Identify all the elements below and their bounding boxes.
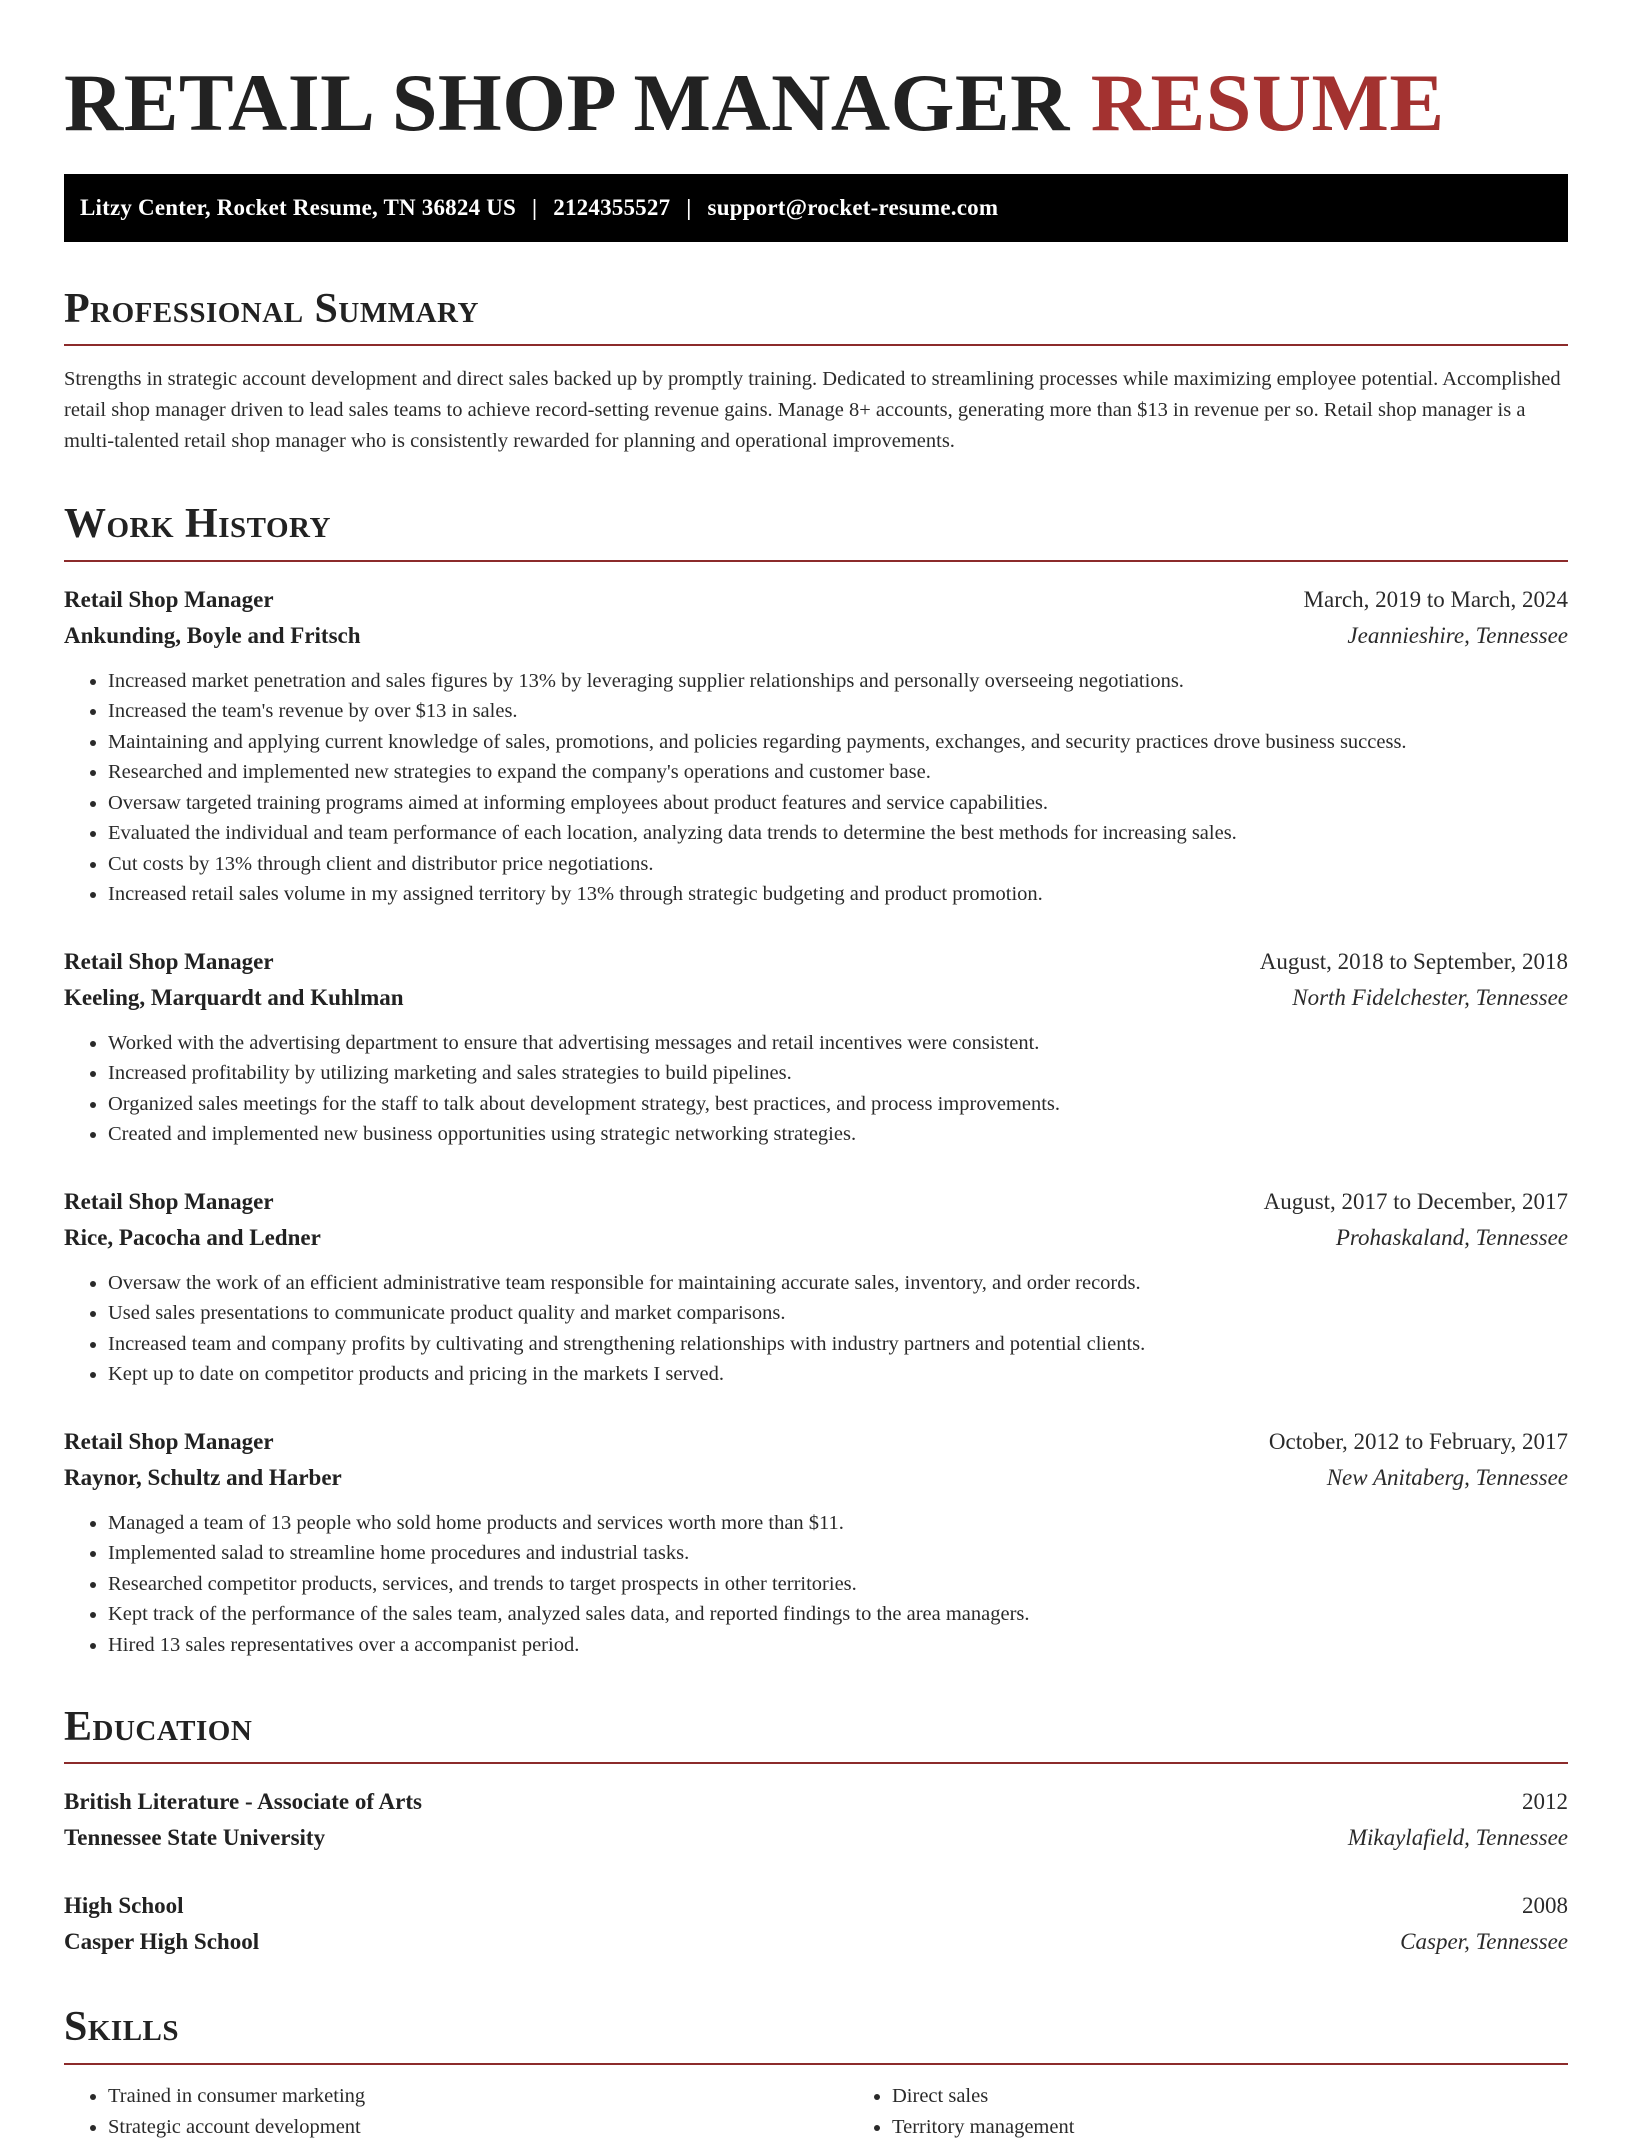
skills-list-left (64, 2081, 848, 2143)
summary-text: Strengths in strategic account development and direct sales backed up by promptly training. Dedicated to streamlining processes while maximizing employee potential. Accomplished retail shop manager driven to lead sales teams to achieve record-setting revenue gains. Manage 8+ accounts, generating more than $13 in revenue per so. Retail shop manager is a multi-talented retail shop manager who is consistently rewarded for planning and operational improvements. (64, 368, 1561, 453)
job-title: Retail Shop Manager (64, 1428, 274, 1454)
list-item: • Kept up to date on competitor products and pricing in the markets I served. (108, 1359, 1568, 1390)
job-list (64, 582, 1568, 1661)
section-title-skills: Skills (64, 2004, 1568, 2064)
education-list (64, 1784, 1568, 1960)
job-location: North Fidelchester, Tennessee (1292, 984, 1568, 1010)
title-accent: RESUME (1090, 57, 1445, 148)
job-title: Retail Shop Manager (64, 586, 274, 612)
list-item: • Organized sales meetings for the staff to talk about development strategy, best practices, and process improvements. (108, 1089, 1568, 1120)
list-item: • Researched and implemented new strategies to expand the company's operations and customer base. (108, 757, 1568, 788)
list-item: • Researched competitor products, services, and trends to target prospects in other territories. (108, 1569, 1568, 1600)
job-company-row (64, 1460, 1568, 1496)
job-bullets (64, 666, 1568, 910)
job-company-row (64, 1220, 1568, 1256)
job-header-row (64, 1184, 1568, 1220)
job-header-row (64, 944, 1568, 980)
list-item: • Worked with the advertising department to ensure that advertising messages and retail incentives were consistent. (108, 1028, 1568, 1059)
summary-section (64, 286, 1568, 457)
job-location: Prohaskaland, Tennessee (1335, 1224, 1568, 1250)
list-item: • Maintaining and applying current knowledge of sales, promotions, and policies regarding payments, exchanges, and security practices drove business success. (108, 727, 1568, 758)
job-dates: October, 2012 to February, 2017 (1268, 1428, 1568, 1454)
education-school: Tennessee State University (64, 1825, 326, 1851)
list-item: • Kept track of the performance of the sales team, analyzed sales data, and reported findings to the area managers. (108, 1599, 1568, 1630)
education-degree: British Literature - Associate of Arts (64, 1789, 422, 1815)
education-location: Mikaylafield, Tennessee (1347, 1825, 1568, 1851)
skill-item: • Territory management (892, 2112, 1568, 2143)
job-header-row (64, 1424, 1568, 1460)
job-entry (64, 582, 1568, 910)
contact-separator: | (532, 195, 538, 221)
list-item: • Evaluated the individual and team performance of each location, analyzing data trends to determine the best methods for increasing sales. (108, 818, 1568, 849)
job-location: New Anitaberg, Tennessee (1326, 1464, 1568, 1490)
education-year: 2012 (1522, 1789, 1568, 1815)
list-item: • Implemented salad to streamline home procedures and industrial tasks. (108, 1538, 1568, 1569)
education-location: Casper, Tennessee (1400, 1929, 1568, 1955)
section-title-work: Work History (64, 501, 1568, 561)
contact-email: support@rocket-resume.com (707, 195, 999, 221)
education-entry (64, 1784, 1568, 1856)
job-company: Keeling, Marquardt and Kuhlman (64, 984, 404, 1010)
job-dates: August, 2018 to September, 2018 (1259, 948, 1568, 974)
job-entry (64, 944, 1568, 1150)
list-item: • Used sales presentations to communicate product quality and market comparisons. (108, 1298, 1568, 1329)
job-company-row (64, 980, 1568, 1016)
education-school-row (64, 1924, 1568, 1960)
job-company-row (64, 618, 1568, 654)
job-location: Jeannieshire, Tennessee (1347, 622, 1568, 648)
job-dates: March, 2019 to March, 2024 (1303, 586, 1568, 612)
skill-item: • Strategic account development (108, 2112, 848, 2143)
section-title-summary: Professional Summary (64, 286, 1568, 346)
education-degree-row (64, 1888, 1568, 1924)
job-title: Retail Shop Manager (64, 1188, 274, 1214)
job-company: Rice, Pacocha and Ledner (64, 1224, 321, 1250)
job-entry (64, 1184, 1568, 1390)
list-item: • Increased the team's revenue by over $13 in sales. (108, 696, 1568, 727)
list-item: • Increased team and company profits by cultivating and strengthening relationships with industry partners and potential clients. (108, 1329, 1568, 1360)
job-bullets (64, 1028, 1568, 1150)
title-main: RETAIL SHOP MANAGER (64, 57, 1070, 148)
job-bullets (64, 1508, 1568, 1661)
job-dates: August, 2017 to December, 2017 (1263, 1188, 1568, 1214)
list-item: • Oversaw the work of an efficient administrative team responsible for maintaining accurate sales, inventory, and order records. (108, 1268, 1568, 1299)
contact-address: Litzy Center, Rocket Resume, TN 36824 US (80, 195, 517, 221)
job-entry (64, 1424, 1568, 1661)
skill-item: • Trained in consumer marketing (108, 2081, 848, 2112)
list-item: • Created and implemented new business opportunities using strategic networking strategies. (108, 1119, 1568, 1150)
list-item: • Increased retail sales volume in my assigned territory by 13% through strategic budgeting and product promotion. (108, 879, 1568, 910)
skills-section (64, 2004, 1568, 2142)
contact-separator: | (686, 195, 692, 221)
education-degree-row (64, 1784, 1568, 1820)
list-item: • Increased profitability by utilizing marketing and sales strategies to build pipelines. (108, 1058, 1568, 1089)
list-item: • Cut costs by 13% through client and distributor price negotiations. (108, 849, 1568, 880)
job-title: Retail Shop Manager (64, 948, 274, 974)
list-item: • Managed a team of 13 people who sold home products and services worth more than $11. (108, 1508, 1568, 1539)
list-item: • Increased market penetration and sales figures by 13% by leveraging supplier relationships and personally overseeing negotiations. (108, 666, 1568, 697)
work-history-section (64, 501, 1568, 1660)
skills-list-right (848, 2081, 1568, 2143)
page-title (64, 56, 1568, 150)
education-degree: High School (64, 1893, 184, 1919)
skill-item: • Direct sales (892, 2081, 1568, 2112)
education-school-row (64, 1820, 1568, 1856)
contact-phone: 2124355527 (553, 195, 671, 221)
contact-bar (64, 174, 1568, 242)
skills-grid (64, 2081, 1568, 2143)
education-year: 2008 (1522, 1893, 1568, 1919)
job-company: Ankunding, Boyle and Fritsch (64, 622, 361, 648)
education-section (64, 1704, 1568, 1960)
list-item: • Oversaw targeted training programs aimed at informing employees about product features and service capabilities. (108, 788, 1568, 819)
job-header-row (64, 582, 1568, 618)
education-school: Casper High School (64, 1929, 260, 1955)
job-bullets (64, 1268, 1568, 1390)
section-title-education: Education (64, 1704, 1568, 1764)
list-item: • Hired 13 sales representatives over a accompanist period. (108, 1630, 1568, 1661)
job-company: Raynor, Schultz and Harber (64, 1464, 342, 1490)
education-entry (64, 1888, 1568, 1960)
